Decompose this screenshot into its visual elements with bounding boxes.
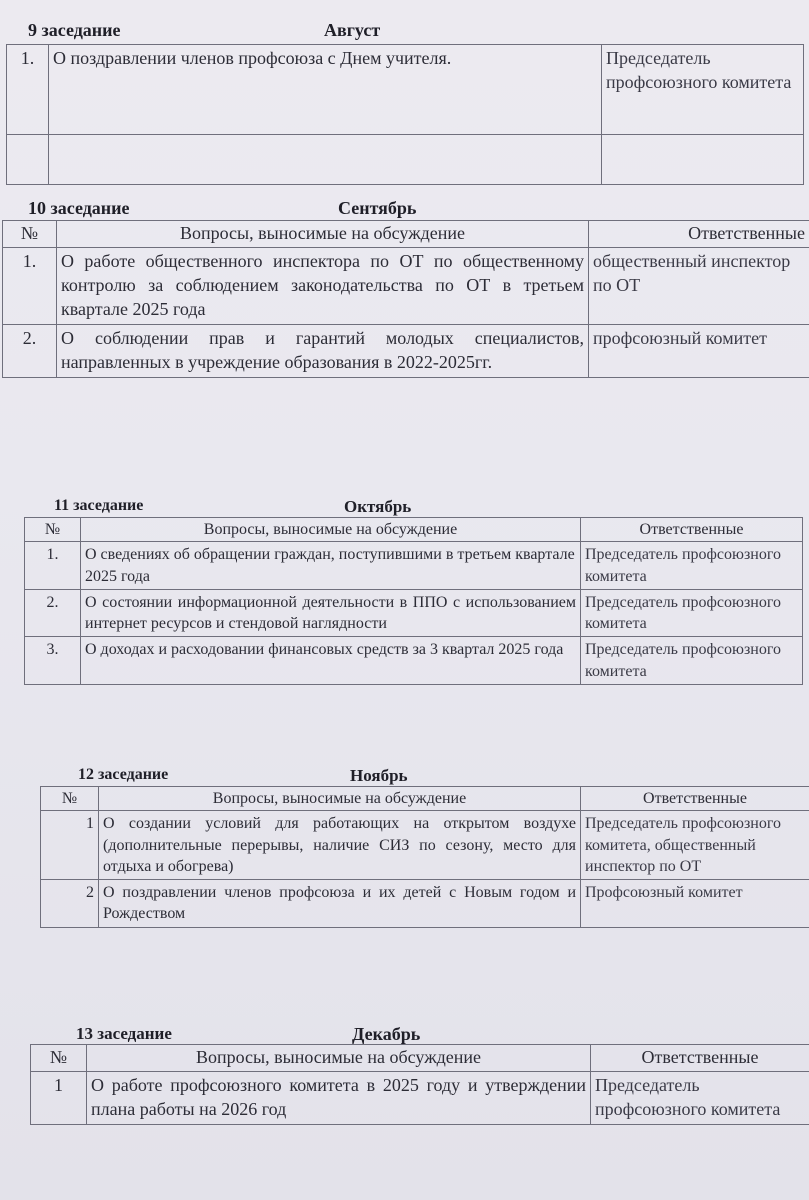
row-responsible: Председатель профсоюзного комитета (581, 589, 803, 637)
row-responsible: Председатель профсоюзного комитета (581, 542, 803, 590)
row-number: 2. (3, 324, 57, 377)
header-question: Вопросы, выносимые на обсуждение (87, 1045, 591, 1072)
row-number: 2. (25, 589, 81, 637)
meeting-section-9 (6, 20, 809, 185)
table-row (3, 324, 809, 377)
row-question: О работе общественного инспектора по ОТ по общественному контролю за соблюдением законодательства по ОТ в третьем квартале 2025 года (57, 247, 589, 324)
row-question: О сведениях об обращении граждан, поступившими в третьем квартале 2025 года (81, 542, 581, 590)
row-responsible: Председатель профсоюзного комитета (591, 1071, 809, 1124)
section-heading (6, 20, 809, 42)
row-number: 2 (41, 880, 99, 928)
agenda-table (2, 220, 809, 378)
row-number: 1. (25, 542, 81, 590)
empty-cell (49, 135, 602, 185)
table-header-row (25, 518, 803, 542)
table-header-row (3, 221, 809, 248)
section-title: 13 заседание (76, 1024, 172, 1043)
agenda-table (40, 786, 809, 928)
header-number: № (3, 221, 57, 248)
row-question: О состоянии информационной деятельности в ППО с использованием интернет ресурсов и стендовой наглядности (81, 589, 581, 637)
row-responsible: общественный инспектор по ОТ (589, 247, 809, 324)
table-row (25, 589, 803, 637)
meeting-section-10 (2, 198, 809, 378)
row-number: 1. (7, 45, 49, 135)
section-heading (30, 1024, 809, 1044)
section-title: 12 заседание (78, 766, 169, 783)
table-row (25, 542, 803, 590)
row-question: О создании условий для работающих на открытом воздухе (дополнительные перерывы, наличие СИЗ по сезону, место для отдыха и обогрева) (99, 811, 581, 880)
section-month: Декабрь (352, 1024, 421, 1044)
meeting-section-12 (40, 766, 809, 928)
row-responsible: профсоюзный комитет (589, 324, 809, 377)
table-row (25, 637, 803, 685)
row-number: 1 (41, 811, 99, 880)
header-question: Вопросы, выносимые на обсуждение (81, 518, 581, 542)
empty-cell (602, 135, 804, 185)
section-title: 10 заседание (28, 198, 130, 218)
row-question: О поздравлении членов профсоюза и их детей с Новым годом и Рождеством (99, 880, 581, 928)
agenda-table (30, 1044, 809, 1125)
section-heading (40, 766, 809, 786)
section-month: Август (324, 20, 381, 40)
section-title: 9 заседание (28, 20, 121, 40)
section-month: Ноябрь (350, 766, 408, 785)
table-row-empty (7, 135, 804, 185)
row-question: О работе профсоюзного комитета в 2025 году и утверждении плана работы на 2026 год (87, 1071, 591, 1124)
header-number: № (41, 787, 99, 811)
table-row (31, 1071, 809, 1124)
row-responsible: Председатель профсоюзного комитета (602, 45, 804, 135)
section-heading (24, 497, 804, 517)
row-question: О соблюдении прав и гарантий молодых специалистов, направленных в учреждение образования в 2022-2025гг. (57, 324, 589, 377)
table-header-row (31, 1045, 809, 1072)
row-number: 1. (3, 247, 57, 324)
section-heading (2, 198, 809, 220)
agenda-table (24, 517, 803, 685)
table-row (41, 811, 809, 880)
row-responsible: Профсоюзный комитет (581, 880, 809, 928)
header-number: № (25, 518, 81, 542)
meeting-section-11 (24, 497, 804, 685)
row-question: О доходах и расходовании финансовых средств за 3 квартал 2025 года (81, 637, 581, 685)
row-question: О поздравлении членов профсоюза с Днем учителя. (49, 45, 602, 135)
meeting-section-13 (30, 1024, 809, 1125)
header-responsible: Ответственные (581, 787, 809, 811)
table-row (7, 45, 804, 135)
header-responsible: Ответственные (589, 221, 809, 248)
header-question: Вопросы, выносимые на обсуждение (57, 221, 589, 248)
header-number: № (31, 1045, 87, 1072)
section-month: Сентябрь (338, 198, 417, 218)
section-title: 11 заседание (54, 497, 144, 514)
header-responsible: Ответственные (581, 518, 803, 542)
table-row (3, 247, 809, 324)
header-responsible: Ответственные (591, 1045, 809, 1072)
table-row (41, 880, 809, 928)
agenda-table (6, 44, 804, 185)
row-responsible: Председатель профсоюзного комитета (581, 637, 803, 685)
row-number: 3. (25, 637, 81, 685)
section-month: Октябрь (344, 497, 412, 516)
table-header-row (41, 787, 809, 811)
row-responsible: Председатель профсоюзного комитета, общественный инспектор по ОТ (581, 811, 809, 880)
header-question: Вопросы, выносимые на обсуждение (99, 787, 581, 811)
empty-cell (7, 135, 49, 185)
row-number: 1 (31, 1071, 87, 1124)
